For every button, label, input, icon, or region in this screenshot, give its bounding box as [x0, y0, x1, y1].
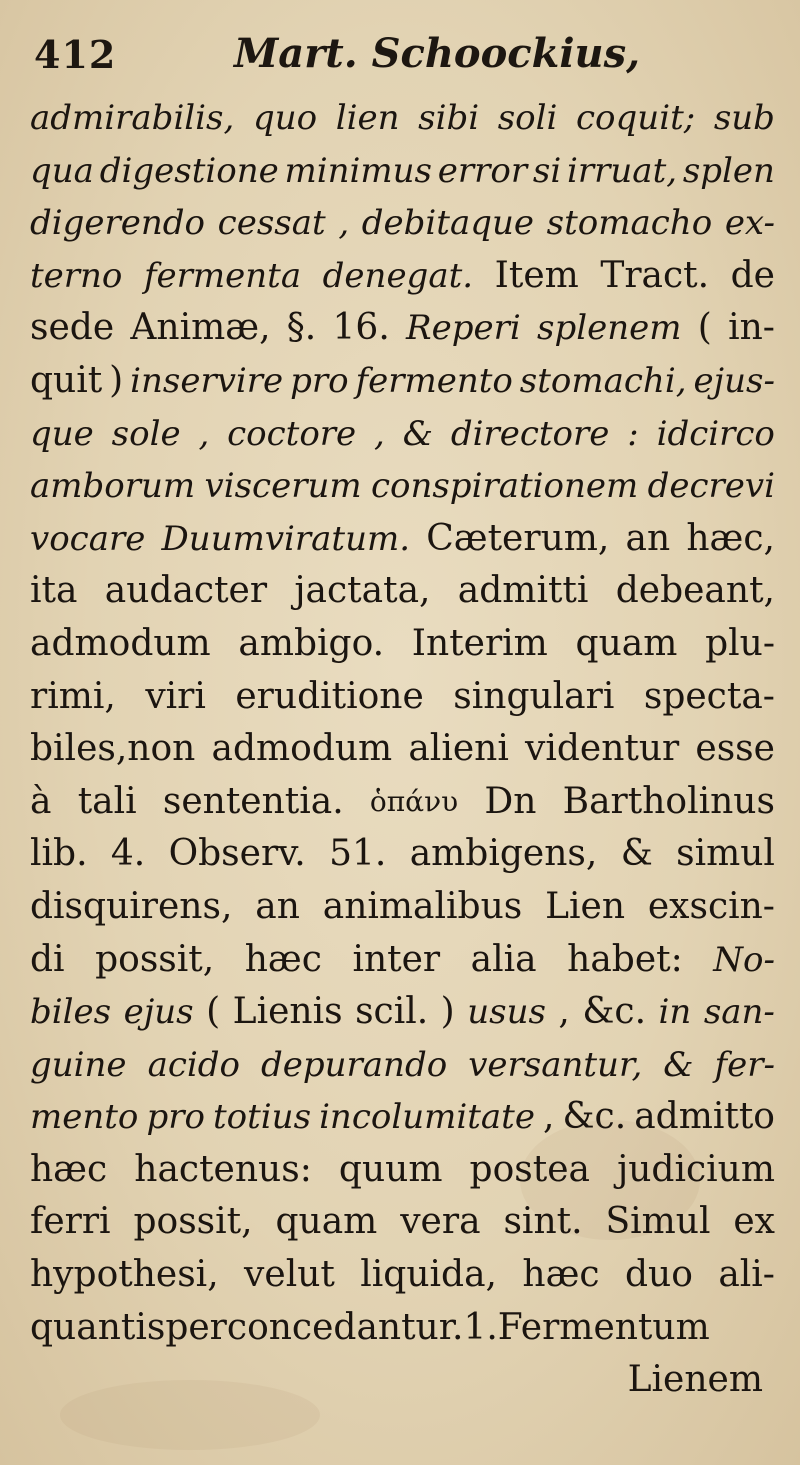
- word: ambigens,: [409, 833, 598, 875]
- word: quit: [30, 359, 103, 401]
- text-line: [30, 1249, 775, 1302]
- word: hypothesi,: [30, 1254, 219, 1296]
- word: quam: [275, 1201, 378, 1243]
- word: Dn: [484, 780, 537, 822]
- word: vocare: [30, 518, 146, 559]
- catchword-line: [30, 1354, 775, 1407]
- word: à: [30, 780, 52, 822]
- word: sole: [111, 413, 181, 454]
- word: usus: [467, 992, 546, 1033]
- word: quo: [252, 98, 318, 138]
- text-line: [30, 1091, 775, 1144]
- word: :: [627, 413, 639, 454]
- word: ita: [30, 570, 78, 612]
- word: Simul: [605, 1201, 711, 1243]
- catchword: Lienem: [627, 1359, 763, 1401]
- word: concedantur.: [226, 1306, 464, 1348]
- word: Reperi: [406, 308, 521, 349]
- word: Lienis: [232, 991, 343, 1033]
- word: depurando: [260, 1044, 448, 1085]
- word: inservire: [130, 360, 284, 401]
- word: possit,: [133, 1201, 253, 1243]
- word: conspirationem: [370, 466, 639, 507]
- word: jactata,: [294, 570, 431, 612]
- text-line: [30, 355, 775, 408]
- word: terno: [30, 255, 123, 296]
- word: ex: [733, 1201, 775, 1243]
- word: judicium: [617, 1148, 775, 1190]
- word: amborum: [30, 466, 196, 507]
- word: an: [625, 517, 671, 559]
- word: vera: [400, 1201, 481, 1243]
- word: hactenus:: [134, 1148, 312, 1190]
- word: qua: [30, 150, 94, 191]
- word: esse: [695, 728, 775, 770]
- word: biles: [30, 992, 112, 1033]
- word: lib.: [30, 833, 88, 875]
- word: acido: [147, 1044, 240, 1085]
- word: in: [658, 992, 692, 1033]
- word: ,: [374, 413, 385, 454]
- word: alia: [470, 938, 537, 980]
- word: 4.: [110, 833, 146, 875]
- word: lien: [335, 98, 400, 138]
- text-line: [30, 408, 775, 461]
- word: stomachi,: [519, 360, 687, 401]
- word: Interim: [411, 622, 548, 664]
- word: admitti: [457, 570, 589, 612]
- word: liquida,: [360, 1254, 497, 1296]
- word: velut: [244, 1254, 335, 1296]
- word: de: [730, 254, 775, 296]
- text-line: [30, 934, 775, 987]
- word: habet:: [567, 938, 683, 980]
- word: debeant,: [615, 570, 775, 612]
- text-line: [30, 513, 775, 566]
- word: ): [109, 359, 124, 401]
- word: sint.: [503, 1201, 583, 1243]
- word: quantisper: [30, 1306, 227, 1348]
- body-text: [30, 92, 775, 1407]
- text-line: [30, 828, 775, 881]
- word: Bartholinus: [562, 780, 775, 822]
- text-line: [30, 302, 775, 355]
- word: disquirens,: [30, 885, 233, 927]
- word: rimi,: [30, 675, 116, 717]
- word: specta-: [643, 675, 775, 717]
- word: incolumitate: [319, 1097, 535, 1138]
- word: soli: [497, 98, 558, 138]
- word: possit,: [95, 938, 215, 980]
- word: in-: [728, 307, 775, 349]
- text-line: [30, 460, 775, 513]
- word: fer-: [714, 1044, 775, 1085]
- word: Cæterum,: [426, 517, 610, 559]
- word: (: [206, 991, 221, 1033]
- text-line: [30, 986, 775, 1039]
- word: guine: [30, 1044, 127, 1085]
- word: §.: [286, 307, 317, 349]
- word: debitaque: [361, 203, 535, 244]
- word: hæc: [30, 1148, 108, 1190]
- word: totius: [213, 1097, 312, 1138]
- text-line: [30, 723, 775, 776]
- text-line: [30, 250, 775, 303]
- text-line: [30, 1196, 775, 1249]
- word: ejus: [123, 992, 194, 1033]
- word: &: [402, 413, 433, 454]
- word: decrevi: [647, 466, 775, 507]
- word: Item: [494, 254, 579, 296]
- word: directore: [450, 413, 610, 454]
- word: denegat.: [322, 255, 474, 296]
- word: Lien: [545, 885, 626, 927]
- word: fermenta: [143, 255, 302, 296]
- word: ,: [543, 1096, 555, 1138]
- word: coquit;: [576, 98, 696, 138]
- word: Animæ,: [130, 307, 271, 349]
- word: ali-: [718, 1254, 775, 1296]
- word: quam: [575, 622, 678, 664]
- word: digestione: [99, 150, 279, 191]
- text-line: [30, 197, 775, 250]
- word: mento: [30, 1097, 139, 1138]
- word: idcirco: [656, 413, 775, 454]
- word: &c.: [562, 1096, 627, 1138]
- text-line: [30, 881, 775, 934]
- word: (: [697, 307, 712, 349]
- text-line: [30, 618, 775, 671]
- word: postea: [469, 1148, 590, 1190]
- word: splen: [682, 150, 775, 191]
- word: minimus: [284, 150, 432, 191]
- word: ejus-: [693, 360, 775, 401]
- page-number: 412: [34, 32, 117, 77]
- word: sub: [713, 98, 775, 138]
- word: ambigo.: [238, 622, 385, 664]
- word: ,: [198, 413, 210, 454]
- word: 1.Fermentum: [463, 1306, 710, 1348]
- word: Duumviratum.: [161, 518, 411, 559]
- text-line: [30, 1302, 775, 1355]
- word: duo: [625, 1254, 693, 1296]
- word: stomacho: [546, 203, 713, 244]
- word: viscerum: [204, 466, 362, 507]
- word: an: [255, 885, 300, 927]
- word: audacter: [104, 570, 268, 612]
- text-line: [30, 1144, 775, 1197]
- word: cessat: [217, 203, 326, 244]
- text-line: [30, 671, 775, 724]
- word: 51.: [329, 833, 387, 875]
- word: ,: [558, 991, 570, 1033]
- word: 16.: [332, 307, 390, 349]
- running-head: Mart. Schoockius,: [234, 30, 641, 77]
- word: error: [437, 150, 528, 191]
- word: fermento: [355, 360, 513, 401]
- word: irruat,: [567, 150, 678, 191]
- word: san-: [703, 992, 775, 1033]
- text-line: [30, 145, 775, 198]
- text-line: [30, 1039, 775, 1092]
- page-header: [34, 22, 774, 92]
- word: tali: [77, 780, 137, 822]
- text-line: [30, 565, 775, 618]
- word: ): [440, 991, 455, 1033]
- word: admodum: [30, 622, 211, 664]
- word: Observ.: [168, 833, 306, 875]
- word: quum: [338, 1148, 443, 1190]
- word: videntur: [525, 728, 680, 770]
- word: coctore: [227, 413, 357, 454]
- word: pro: [290, 360, 349, 401]
- word: admodum: [211, 728, 393, 770]
- word: exscin-: [647, 885, 775, 927]
- word: hæc,: [686, 517, 775, 559]
- word: biles,non: [30, 728, 196, 770]
- word: ,: [338, 203, 350, 244]
- word: No-: [713, 939, 775, 980]
- word: Tract.: [600, 254, 710, 296]
- word: digerendo: [30, 203, 206, 244]
- word: versantur,: [468, 1044, 643, 1085]
- word: scil.: [355, 991, 429, 1033]
- word: alieni: [408, 728, 509, 770]
- word: &c.: [582, 991, 647, 1033]
- word: viri: [145, 675, 206, 717]
- word: di: [30, 938, 65, 980]
- word: ferri: [30, 1201, 111, 1243]
- word: si: [532, 150, 562, 191]
- word: ὁπάνυ: [369, 784, 459, 818]
- word: admirabilis,: [30, 98, 235, 138]
- word: inter: [352, 938, 441, 980]
- word: sibi: [418, 98, 480, 138]
- word: singulari: [453, 675, 615, 717]
- word: sede: [30, 307, 115, 349]
- word: eruditione: [235, 675, 424, 717]
- word: &: [663, 1044, 694, 1085]
- word: hæc: [522, 1254, 600, 1296]
- word: pro: [146, 1097, 205, 1138]
- text-line: [30, 776, 775, 829]
- text-line: [30, 92, 775, 145]
- word: sententia.: [162, 780, 344, 822]
- word: simul: [676, 833, 775, 875]
- word: admitto: [634, 1096, 775, 1138]
- word: hæc: [244, 938, 322, 980]
- word: splenem: [537, 308, 682, 349]
- word: ex-: [724, 203, 775, 244]
- word: &: [620, 833, 653, 875]
- word: animalibus: [322, 885, 523, 927]
- word: que: [30, 413, 94, 454]
- word: plu-: [705, 622, 775, 664]
